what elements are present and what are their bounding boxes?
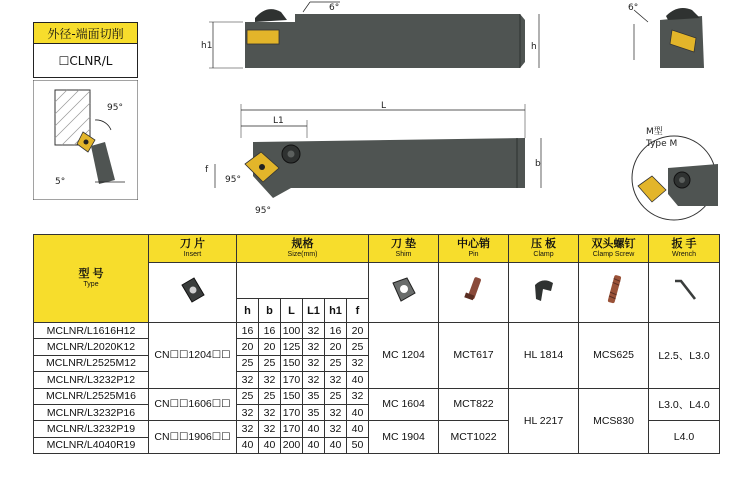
- shim-cell: MC 1904: [369, 421, 439, 454]
- angle-95-label: 95°: [107, 103, 123, 113]
- dim-cell: 35: [303, 404, 325, 420]
- dim-cell: 25: [325, 355, 347, 371]
- model-cell: MCLNR/L2525M16: [34, 388, 149, 404]
- dim-cell: 170: [281, 404, 303, 420]
- dim-cell: 25: [259, 355, 281, 371]
- dim-cell: 40: [347, 372, 369, 388]
- spec-table: [33, 234, 720, 454]
- model-cell: MCLNR/L3232P12: [34, 372, 149, 388]
- dim-cell: 25: [259, 388, 281, 404]
- header-wrench: 扳 手 Wrench: [649, 235, 720, 263]
- model-cell: MCLNR/L3232P19: [34, 421, 149, 437]
- type-m-cn-label: M型: [646, 127, 663, 137]
- insert-cell: CN☐☐1906☐☐: [149, 421, 237, 454]
- dim-cell: 20: [325, 339, 347, 355]
- dim-cell: 32: [259, 372, 281, 388]
- dim-cell: 50: [347, 437, 369, 453]
- clamp-cell: HL 2217: [509, 388, 579, 454]
- dim-cell: 40: [347, 421, 369, 437]
- dim-cell: 40: [259, 437, 281, 453]
- type-m-en-label: Type M: [646, 139, 678, 149]
- dim-cell: 40: [347, 404, 369, 420]
- header-shim: 刀 垫 Shim: [369, 235, 439, 263]
- insert-icon: [149, 263, 237, 323]
- dim-cell: 20: [259, 339, 281, 355]
- pin-icon: [439, 263, 509, 323]
- category-label: 外径-端面切削: [33, 22, 138, 44]
- dim-col-h1: h1: [325, 299, 347, 323]
- dim-cell: 150: [281, 355, 303, 371]
- shim-icon: [369, 263, 439, 323]
- dim-f-label: f: [205, 165, 209, 175]
- angle-5-label: 5°: [55, 177, 66, 187]
- dim-b-label: b: [535, 159, 541, 169]
- dim-cell: 125: [281, 339, 303, 355]
- model-cell: MCLNR/L2525M12: [34, 355, 149, 371]
- dim-cell: 40: [303, 421, 325, 437]
- dim-cell: 150: [281, 388, 303, 404]
- type-code: ☐CLNR/L: [33, 44, 138, 78]
- dim-cell: 16: [259, 323, 281, 339]
- dim-cell: 25: [237, 388, 259, 404]
- dim-cell: 32: [303, 323, 325, 339]
- type-m-inset: [618, 120, 730, 224]
- shim-cell: MC 1604: [369, 388, 439, 421]
- dim-cell: 200: [281, 437, 303, 453]
- insert-cell: CN☐☐1606☐☐: [149, 388, 237, 421]
- dim-col-b: b: [259, 299, 281, 323]
- shim-cell: MC 1204: [369, 323, 439, 389]
- model-cell: MCLNR/L4040R19: [34, 437, 149, 453]
- table-row: [34, 323, 720, 339]
- end-angle-6-label: 6°: [628, 3, 639, 13]
- dim-cell: 170: [281, 421, 303, 437]
- header-pin: 中心销 Pin: [439, 235, 509, 263]
- pin-cell: MCT822: [439, 388, 509, 421]
- dim-cell: 170: [281, 372, 303, 388]
- dim-cell: 35: [303, 388, 325, 404]
- pin-cell: MCT1022: [439, 421, 509, 454]
- model-cell: MCLNR/L1616H12: [34, 323, 149, 339]
- dim-cell: 32: [237, 404, 259, 420]
- dim-cell: 32: [347, 388, 369, 404]
- dim-cell: 100: [281, 323, 303, 339]
- clamp-cell: HL 1814: [509, 323, 579, 389]
- dim-cell: 20: [237, 339, 259, 355]
- tool-side-view: [195, 0, 555, 85]
- dim-cell: 32: [303, 355, 325, 371]
- dim-cell: 32: [303, 372, 325, 388]
- header-type: 型 号 Type: [34, 235, 149, 323]
- dim-cell: 20: [347, 323, 369, 339]
- dim-col-L1: L1: [303, 299, 325, 323]
- clamp-icon: [509, 263, 579, 323]
- dim-cell: 16: [325, 323, 347, 339]
- wrench-cell: L3.0、L4.0: [649, 388, 720, 421]
- header-clamp: 压 板 Clamp: [509, 235, 579, 263]
- dim-cell: 32: [325, 372, 347, 388]
- tool-end-view: [620, 0, 730, 80]
- dim-cell: 32: [259, 404, 281, 420]
- top-angle-95-bottom-label: 95°: [255, 206, 271, 216]
- clamp-screw-icon: [579, 263, 649, 323]
- table-row: [34, 388, 720, 404]
- dim-cell: 32: [347, 355, 369, 371]
- dim-cell: 40: [237, 437, 259, 453]
- dim-col-h: h: [237, 299, 259, 323]
- dim-cell: 40: [325, 437, 347, 453]
- dim-cell: 32: [325, 421, 347, 437]
- cutting-angle-diagram: [33, 80, 138, 200]
- wrench-icon: [649, 263, 720, 323]
- dim-cell: 25: [325, 388, 347, 404]
- dim-h-label: h: [531, 42, 537, 52]
- dim-cell: 16: [237, 323, 259, 339]
- tool-top-view: [195, 98, 555, 220]
- dim-cell: 32: [237, 421, 259, 437]
- dim-cell: 32: [325, 404, 347, 420]
- clamp-screw-cell: MCS625: [579, 323, 649, 389]
- dim-cell: 32: [259, 421, 281, 437]
- insert-cell: CN☐☐1204☐☐: [149, 323, 237, 389]
- dim-cell: 40: [303, 437, 325, 453]
- dim-cell: 25: [347, 339, 369, 355]
- clamp-screw-cell: MCS830: [579, 388, 649, 454]
- pin-cell: MCT617: [439, 323, 509, 389]
- header-clamp-screw: 双头螺钉 Clamp Screw: [579, 235, 649, 263]
- header-insert: 刀 片 Insert: [149, 235, 237, 263]
- dim-cell: 32: [237, 372, 259, 388]
- dim-cell: 32: [303, 339, 325, 355]
- top-angle-95-left-label: 95°: [225, 175, 241, 185]
- side-angle-6-label: 6°: [329, 3, 340, 13]
- dim-h1-label: h1: [201, 41, 213, 51]
- size-icon-spacer: [237, 263, 369, 299]
- wrench-cell: L2.5、L3.0: [649, 323, 720, 389]
- model-cell: MCLNR/L3232P16: [34, 404, 149, 420]
- dim-col-L: L: [281, 299, 303, 323]
- dim-col-f: f: [347, 299, 369, 323]
- dim-cell: 25: [237, 355, 259, 371]
- header-size: 规格 Size(mm): [237, 235, 369, 263]
- model-cell: MCLNR/L2020K12: [34, 339, 149, 355]
- dim-L-label: L: [381, 101, 387, 111]
- wrench-cell: L4.0: [649, 421, 720, 454]
- dim-L1-label: L1: [273, 116, 284, 126]
